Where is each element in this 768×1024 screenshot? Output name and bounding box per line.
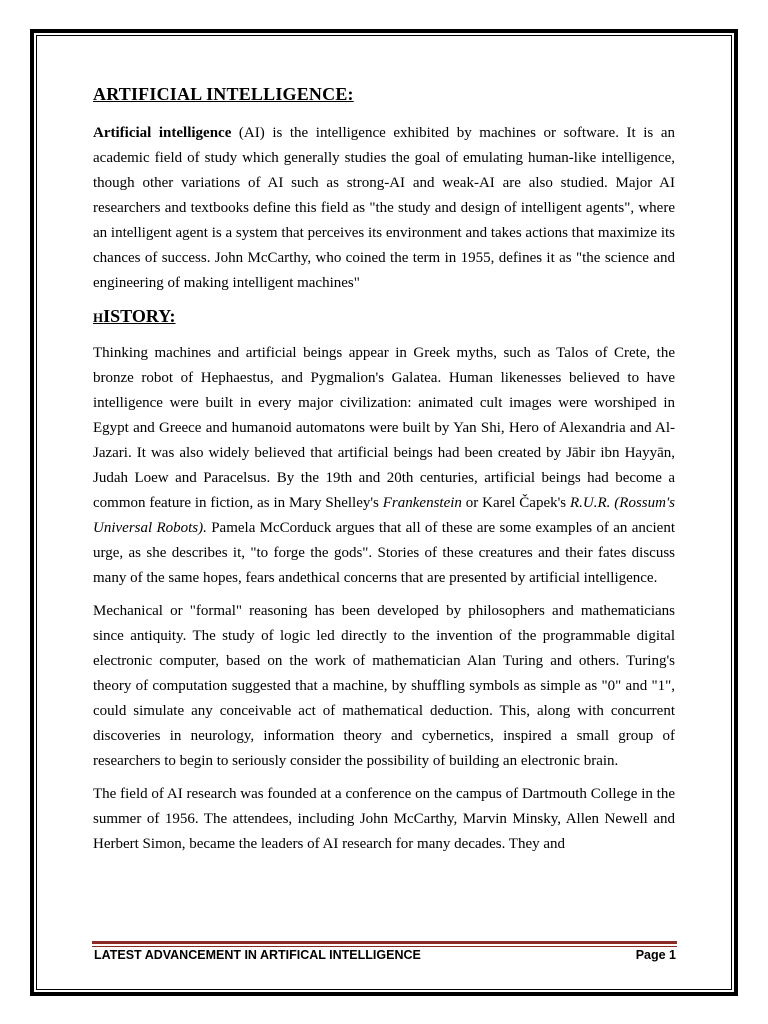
page-footer	[94, 948, 676, 962]
history-heading-rest: ISTORY:	[103, 306, 176, 326]
footer-title: LATEST ADVANCEMENT IN ARTIFICAL INTELLIGENCE	[94, 948, 421, 962]
history-heading	[93, 306, 675, 327]
intro-paragraph	[93, 121, 675, 296]
history-p1-text-b: or Karel Čapek's	[461, 495, 571, 511]
page-title: ARTIFICIAL INTELLIGENCE:	[93, 84, 354, 104]
history-p1-italic-frankenstein: Frankenstein	[382, 495, 462, 511]
history-paragraph-1	[93, 341, 675, 591]
page-number: Page 1	[635, 948, 676, 962]
history-p1-text-a: Thinking machines and artificial beings appear in Greek myths, such as Talos of Crete, the bronze robot of Hephaestus, and Pygmalion's Galatea. Human likenesses believed to have intelligence were built in every major civilization: animated cult images were worshiped in Egypt and Greece and humanoid automatons were built by Yan Shi, Hero of Alexandria and Al-Jazari. It was also widely believed that artificial beings had been created by Jābir ibn Hayyān, Judah Loew and Paracelsus. By the 19th and 20th centuries, artificial beings had become a common feature in fiction, as in Mary Shelley's	[93, 345, 675, 511]
document-body	[93, 84, 675, 865]
history-p1-text-c: Pamela McCorduck argues that all of these are some examples of an ancient urge, as she describes it, "to forge the gods". Stories of these creatures and their fates discuss many of the same hopes, fears andethical concerns that are presented by artificial intelligence.	[93, 520, 675, 586]
history-paragraph-2: Mechanical or "formal" reasoning has been developed by philosophers and mathematicians since antiquity. The study of logic led directly to the invention of the programmable digital electronic computer, based on the work of mathematician Alan Turing and others. Turing's theory of computation suggested that a machine, by shuffling symbols as simple as "0" and "1", could simulate any conceivable act of mathematical deduction. This, along with concurrent discoveries in neurology, information theory and cybernetics, inspired a small group of researchers to begin to seriously consider the possibility of building an electronic brain.	[93, 603, 675, 769]
footer-rule-thick	[92, 941, 677, 944]
history-heading-initial: H	[93, 310, 104, 325]
history-p1-italic-rur: R.U.R. (Rossum's Universal Robots).	[93, 495, 675, 536]
history-paragraph-3: The field of AI research was founded at a conference on the campus of Dartmouth College in the summer of 1956. The attendees, including John McCarthy, Marvin Minsky, Allen Newell and Herbert Simon, became the leaders of AI research for many decades. They and	[93, 786, 675, 852]
footer-rule-thin	[92, 946, 677, 947]
intro-text: (AI) is the intelligence exhibited by machines or software. It is an academic field of study which generally studies the goal of emulating human-like intelligence, though other variations of AI such as strong-AI and weak-AI are also studied. Major AI researchers and textbooks define this field as "the study and design of intelligent agents", where an intelligent agent is a system that perceives its environment and takes actions that maximize its chances of success. John McCarthy, who coined the term in 1955, defines it as "the science and engineering of making intelligent machines"	[93, 125, 675, 291]
intro-term: Artificial intelligence	[93, 125, 232, 141]
